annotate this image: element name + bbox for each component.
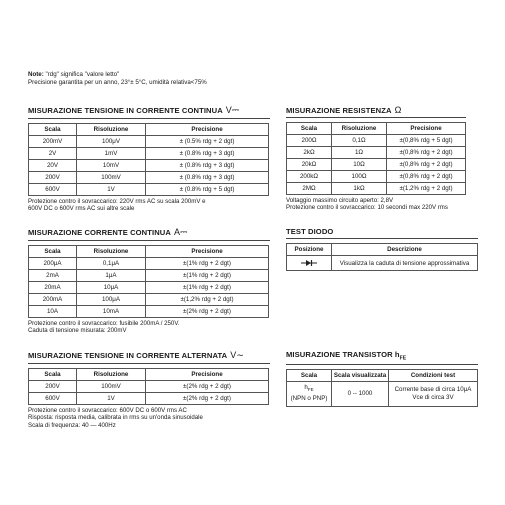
column-header: Scala xyxy=(29,124,77,136)
column-header: Posizione xyxy=(287,244,332,256)
cell: 100Ω xyxy=(332,171,387,183)
cell: 200kΩ xyxy=(287,171,332,183)
cell: 10A xyxy=(29,306,77,318)
cell: 10mV xyxy=(77,160,146,172)
cell: $h_{FE}$ (NPN o PNP) xyxy=(287,381,332,406)
table-row xyxy=(29,306,269,318)
footnote-line: Caduta di tensione misurata: 200mV xyxy=(28,327,127,335)
table-row xyxy=(29,294,269,306)
section-title xyxy=(28,350,270,364)
table-row xyxy=(29,381,269,393)
cell: 1mV xyxy=(77,148,146,160)
cell: ± (0.8% rdg + 3 dgt) xyxy=(146,148,269,160)
title-text: MISURAZIONE TENSIONE IN CORRENTE ALTERNATA xyxy=(28,351,228,360)
footnote xyxy=(28,407,270,429)
column-header: Risoluzione xyxy=(77,369,146,381)
ac-voltage-table xyxy=(28,368,269,405)
footnote-line: Protezione contro il sovraccarico: 600V DC o 600V rms AC xyxy=(28,407,187,414)
cell: ± (0.8% rdg + 3 dgt) xyxy=(146,172,269,184)
cell: 10Ω xyxy=(332,159,387,171)
cell: ±(0,8% rdg + 2 dgt) xyxy=(387,159,466,171)
table-row xyxy=(29,148,269,160)
table-header-row xyxy=(287,123,466,135)
column-header: Precisione xyxy=(146,124,269,136)
cell: ± (0.8% rdg + 3 dgt) xyxy=(146,160,269,172)
cell: 1V xyxy=(77,393,146,405)
cell: Visualizza la caduta di tensione approssimativa xyxy=(332,256,478,271)
table-header-row xyxy=(287,369,478,381)
cell: 200mA xyxy=(29,294,77,306)
column-header: Scala visualizzata xyxy=(332,369,389,381)
table-row xyxy=(287,256,478,271)
column-header: Precisione xyxy=(387,123,466,135)
table-row xyxy=(29,136,269,148)
cell: ± (0.8% rdg + 5 dgt) xyxy=(146,184,269,196)
footnote-line: 600V DC o 600V rms AC sui altre scale xyxy=(28,205,135,213)
cell: ± (0.5% rdg + 2 dgt) xyxy=(146,136,269,148)
cell: ±(0,8% rdg + 2 dgt) xyxy=(387,147,466,159)
section-diode-test xyxy=(286,227,478,271)
column-header: Scala xyxy=(287,123,332,135)
cell: 20kΩ xyxy=(287,159,332,171)
section-ac-voltage xyxy=(28,350,270,429)
title-text: MISURAZIONE TENSIONE IN CORRENTE CONTINUA xyxy=(28,106,223,115)
cell: 100mV xyxy=(77,381,146,393)
note-block xyxy=(28,71,207,88)
section-title xyxy=(286,105,466,118)
footnote xyxy=(286,197,466,212)
column-header: Precisione xyxy=(146,246,269,258)
table-row xyxy=(29,258,269,270)
cell: 2MΩ xyxy=(287,183,332,195)
cell: 100mV xyxy=(77,172,146,184)
section-title xyxy=(286,227,478,239)
cell: 600V xyxy=(29,184,77,196)
column-header: Risoluzione xyxy=(77,246,146,258)
note-precision: Precisione garantita per un anno, 23°± 5°C, umidità relativa<75% xyxy=(28,79,207,87)
footnote-line: Protezione contro il sovraccarico: fusibile 200mA / 250V. xyxy=(28,320,180,327)
cell: 1μA xyxy=(77,270,146,282)
column-header: Scala xyxy=(29,246,77,258)
cell: ±(1,2% rdg + 2 dgt) xyxy=(146,294,269,306)
title-text: MISURAZIONE RESISTENZA xyxy=(286,105,392,115)
table-header-row xyxy=(29,124,269,136)
table-row xyxy=(29,184,269,196)
cell: ±(2% rdg + 2 dgt) xyxy=(146,393,269,405)
note-label: Note: xyxy=(28,71,44,78)
footnote-line: Protezione contro il sovraccarico: 10 secondi max 220V rms xyxy=(286,204,448,212)
cell: 2V xyxy=(29,148,77,160)
footnote-line: Risposta: risposta media, calibrata in rms su un'onda sinusoidale xyxy=(28,414,203,422)
cell: ±(1% rdg + 2 dgt) xyxy=(146,270,269,282)
column-header: Condizioni test xyxy=(389,369,478,381)
cell: 1Ω xyxy=(332,147,387,159)
cell: ±(0,8% rdg + 2 dgt) xyxy=(387,171,466,183)
dc-voltage-icon: V⎓ xyxy=(225,105,240,115)
section-title xyxy=(286,350,478,365)
cell: 600V xyxy=(29,393,77,405)
ohm-icon: Ω xyxy=(394,105,402,115)
cell: 2kΩ xyxy=(287,147,332,159)
cell: 2mA xyxy=(29,270,77,282)
cell: ±(2% rdg + 2 dgt) xyxy=(146,381,269,393)
footnote-line: Voltaggio massimo circuito aperto: 2,8V xyxy=(286,197,394,204)
section-title xyxy=(28,105,270,119)
table-header-row xyxy=(287,244,478,256)
column-header: Risoluzione xyxy=(332,123,387,135)
transistor-table xyxy=(286,369,478,407)
cell: 200μA xyxy=(29,258,77,270)
table-row xyxy=(29,282,269,294)
cell: 100μA xyxy=(77,294,146,306)
section-dc-voltage xyxy=(28,105,270,213)
title-text: MISURAZIONE CORRENTE CONTINUA xyxy=(28,228,171,237)
column-header: Descrizione xyxy=(332,244,478,256)
section-dc-current xyxy=(28,227,270,335)
table-row xyxy=(287,135,466,147)
table-row xyxy=(287,171,466,183)
footnote xyxy=(28,198,270,213)
resistance-table xyxy=(286,122,466,195)
cell: 100μV xyxy=(77,136,146,148)
cell: 0 -- 1000 xyxy=(332,381,389,406)
note-text: "rdg" significa "valore letto" xyxy=(43,71,120,78)
cell: ±(0,8% rdg + 5 dgt) xyxy=(387,135,466,147)
cell xyxy=(287,256,332,271)
footnote-line: Protezione contro il sovraccarico: 220V rms AC su scala 200mV e xyxy=(28,198,206,205)
section-title xyxy=(28,227,270,241)
cell: 0,1μA xyxy=(77,258,146,270)
diode-table xyxy=(286,243,478,271)
cell: 1kΩ xyxy=(332,183,387,195)
table-row xyxy=(29,160,269,172)
cell: 200mV xyxy=(29,136,77,148)
title-text: TEST DIODO xyxy=(286,227,334,236)
cell: 0,1Ω xyxy=(332,135,387,147)
footnote-line: Scala di frequenza: 40 — 400Hz xyxy=(28,421,116,429)
column-header: Scala xyxy=(287,369,332,381)
cell: 200Ω xyxy=(287,135,332,147)
table-row xyxy=(29,172,269,184)
cell: 10μA xyxy=(77,282,146,294)
table-header-row xyxy=(29,246,269,258)
column-header: Precisione xyxy=(146,369,269,381)
title-text: MISURAZIONE TRANSISTOR $h_{FE}$ xyxy=(286,350,407,362)
section-resistance xyxy=(286,105,466,212)
dc-current-table xyxy=(28,245,269,318)
column-header: Scala xyxy=(29,369,77,381)
table-row xyxy=(29,393,269,405)
table-row xyxy=(287,159,466,171)
table-header-row xyxy=(29,369,269,381)
cell: ±(1% rdg + 2 dgt) xyxy=(146,282,269,294)
ac-voltage-icon: V∼ xyxy=(230,350,244,360)
cell: 20mA xyxy=(29,282,77,294)
section-transistor xyxy=(286,350,478,407)
cell: 200V xyxy=(29,172,77,184)
cell: 20V xyxy=(29,160,77,172)
cell: Corrente base di circa 10μA Vce di circa 3V xyxy=(389,381,478,406)
cell: 1V xyxy=(77,184,146,196)
table-row xyxy=(29,270,269,282)
cell: ±(1,2% rdg + 2 dgt) xyxy=(387,183,466,195)
footnote xyxy=(28,320,270,335)
column-header: Risoluzione xyxy=(77,124,146,136)
table-row xyxy=(287,381,478,406)
table-row xyxy=(287,183,466,195)
cell: ±(2% rdg + 2 dgt) xyxy=(146,306,269,318)
cell: 200V xyxy=(29,381,77,393)
table-row xyxy=(287,147,466,159)
diode-icon xyxy=(301,259,317,267)
dc-current-icon: A⎓ xyxy=(173,227,188,237)
cell: 10mA xyxy=(77,306,146,318)
dc-voltage-table xyxy=(28,123,269,196)
cell: ±(1% rdg + 2 dgt) xyxy=(146,258,269,270)
